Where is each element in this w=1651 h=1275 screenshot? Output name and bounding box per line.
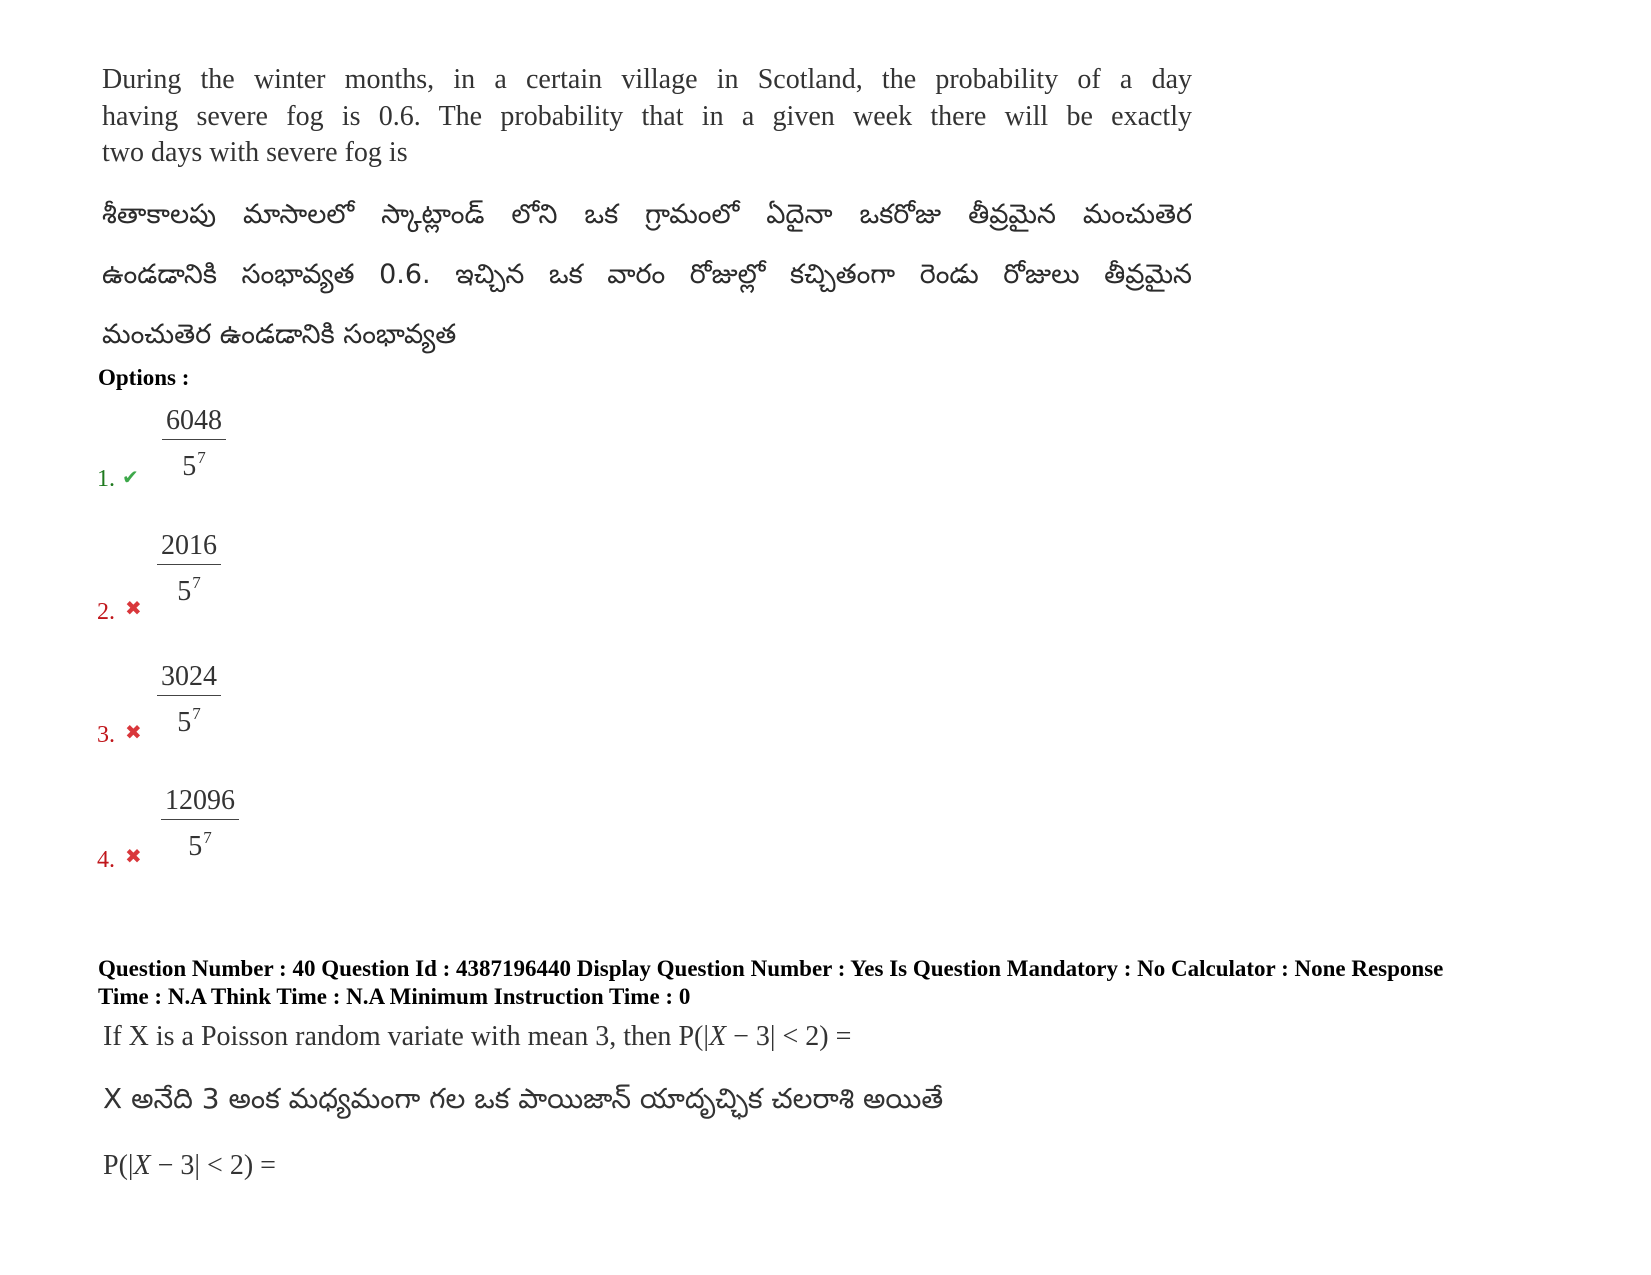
- cross-icon: ✖: [125, 596, 142, 620]
- option-4-number: 4.: [97, 847, 115, 873]
- question-telugu-line-2: ఉండడానికి సంభావ్యత 0.6. ఇచ్చిన ఒక వారం రోజుల్లో కచ్చితంగా రెండు రోజులు తీవ్రమైన: [102, 259, 1192, 290]
- option-1-denominator: [182, 440, 206, 483]
- option-1-number: 1.: [97, 466, 115, 492]
- question-meta: [98, 955, 1628, 1011]
- option-2-base: 5: [177, 576, 192, 607]
- question-telugu-line-1: శీతాకాలపు మాసాలలో స్కాట్లాండ్ లోని ఒక గ్రామంలో ఏదైనా ఒకరోజు తీవ్రమైన మంచుతెర: [102, 199, 1192, 230]
- option-4-base: 5: [188, 831, 203, 862]
- expression-close: − 3| < 2) =: [726, 1021, 852, 1052]
- option-3-exponent: 7: [192, 704, 201, 723]
- option-1-exponent: 7: [197, 448, 206, 467]
- option-2-number: 2.: [97, 599, 115, 625]
- question-40-expression: [103, 1150, 276, 1182]
- option-3-numerator: 3024: [157, 661, 221, 696]
- option-3-number: 3.: [97, 722, 115, 748]
- expression-open: P(|: [678, 1021, 709, 1052]
- option-2-numerator: 2016: [157, 530, 221, 565]
- expression-open: P(|: [103, 1150, 134, 1181]
- cross-icon: ✖: [125, 844, 142, 868]
- question-40-telugu: X అనేది 3 అంక మధ్యమంగా గల ఒక పాయిజాన్ యాదృచ్ఛిక చలరాశి అయితే: [103, 1082, 944, 1115]
- option-2-exponent: 7: [192, 573, 201, 592]
- option-1-numerator: 6048: [162, 405, 226, 440]
- question-telugu-line-3: మంచుతెర ఉండడానికి సంభావ్యత: [102, 319, 457, 350]
- option-3-fraction[interactable]: [157, 661, 221, 739]
- question-text-line-2: having severe fog is 0.6. The probability that in a given week there will be exactly: [102, 101, 1192, 132]
- expression-variable: X: [133, 1150, 151, 1181]
- options-label: Options :: [98, 365, 190, 390]
- expression-variable: X: [708, 1021, 727, 1052]
- question-meta-line-2: Time : N.A Think Time : N.A Minimum Instruction Time : 0: [98, 984, 691, 1009]
- question-text-line-1: During the winter months, in a certain village in Scotland, the probability of a day: [102, 64, 1192, 95]
- option-3-denominator: [177, 696, 201, 739]
- option-4-denominator: [188, 820, 212, 863]
- question-meta-line-1: Question Number : 40 Question Id : 4387196440 Display Question Number : Yes Is Question Mandatory : No Calculator : None Response: [98, 956, 1444, 981]
- question-40-prefix: If X is a Poisson random variate with mean 3, then: [103, 1021, 679, 1052]
- expression-close: − 3| < 2) =: [150, 1150, 276, 1181]
- cross-icon: ✖: [125, 720, 142, 744]
- option-2-fraction[interactable]: [157, 530, 221, 608]
- option-1-base: 5: [182, 451, 197, 482]
- option-4-numerator: 12096: [161, 785, 239, 820]
- option-2-denominator: [177, 565, 201, 608]
- check-icon: ✔: [122, 465, 139, 489]
- option-4-exponent: 7: [203, 828, 212, 847]
- option-1-fraction[interactable]: [162, 405, 226, 483]
- question-text-line-3: two days with severe fog is: [102, 137, 408, 168]
- question-40-text: [103, 1021, 851, 1053]
- option-3-base: 5: [177, 707, 192, 738]
- option-4-fraction[interactable]: [161, 785, 239, 863]
